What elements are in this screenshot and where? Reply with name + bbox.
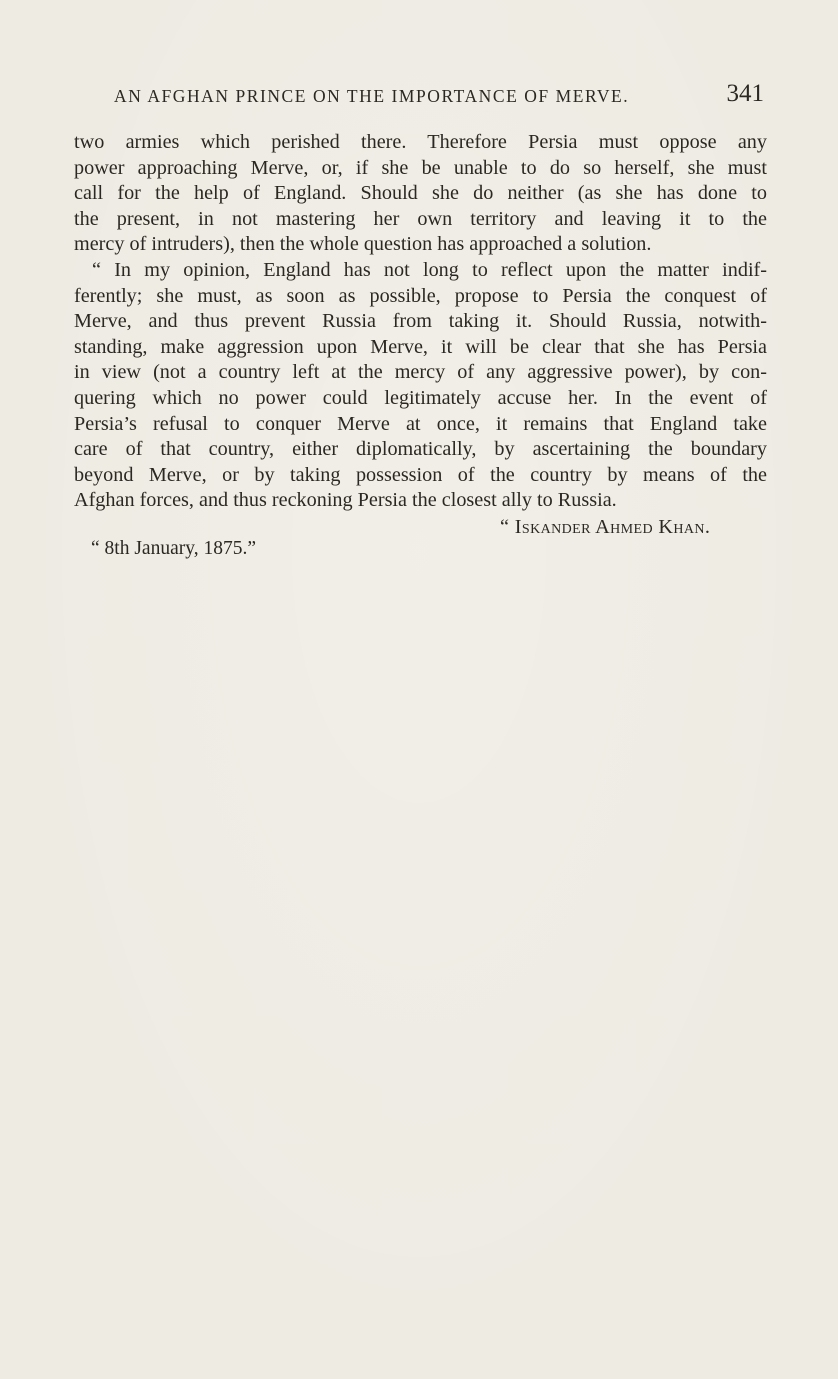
text-line: beyond Merve, or by taking possession of the country by means of the	[74, 463, 767, 486]
text-line: standing, make aggression upon Merve, it will be clear that she has Persia	[74, 335, 767, 358]
text-line: mercy of intruders), then the whole question has approached a solution.	[74, 233, 652, 256]
text-line: quering which no power could legitimately accuse her. In the event of	[74, 386, 767, 409]
paragraph-continuation	[74, 130, 767, 258]
text-line: Afghan forces, and thus reckoning Persia the closest ally to Russia.	[74, 489, 617, 512]
running-head	[114, 80, 766, 110]
text-line: two armies which perished there. Therefore Persia must oppose any	[74, 131, 767, 153]
text-line: call for the help of England. Should she do neither (as she has done to	[74, 182, 767, 205]
text-line: ferently; she must, as soon as possible, propose to Persia the conquest of	[74, 284, 767, 307]
text-line: in view (not a country left at the mercy of any aggressive power), by con-	[74, 361, 767, 384]
signature: “ Iskander Ahmed Khan.	[500, 516, 711, 538]
text-line: Persia’s refusal to conquer Merve at once, it remains that England take	[74, 412, 767, 435]
text-line: Merve, and thus prevent Russia from taking it. Should Russia, notwith-	[74, 310, 767, 333]
text-line: the present, in not mastering her own territory and leaving it to the	[74, 207, 767, 230]
page-number: 341	[726, 80, 764, 107]
running-title: AN AFGHAN PRINCE ON THE IMPORTANCE OF MERVE.	[114, 86, 630, 106]
dateline: “ 8th January, 1875.”	[91, 538, 256, 559]
text-line: power approaching Merve, or, if she be unable to do so herself, she must	[74, 156, 767, 179]
body-text	[74, 130, 767, 514]
text-line: care of that country, either diplomatically, by ascertaining the boundary	[74, 438, 767, 461]
paragraph-quotation	[74, 258, 767, 514]
text-line: “ In my opinion, England has not long to reflect upon the matter indif-	[92, 258, 767, 281]
